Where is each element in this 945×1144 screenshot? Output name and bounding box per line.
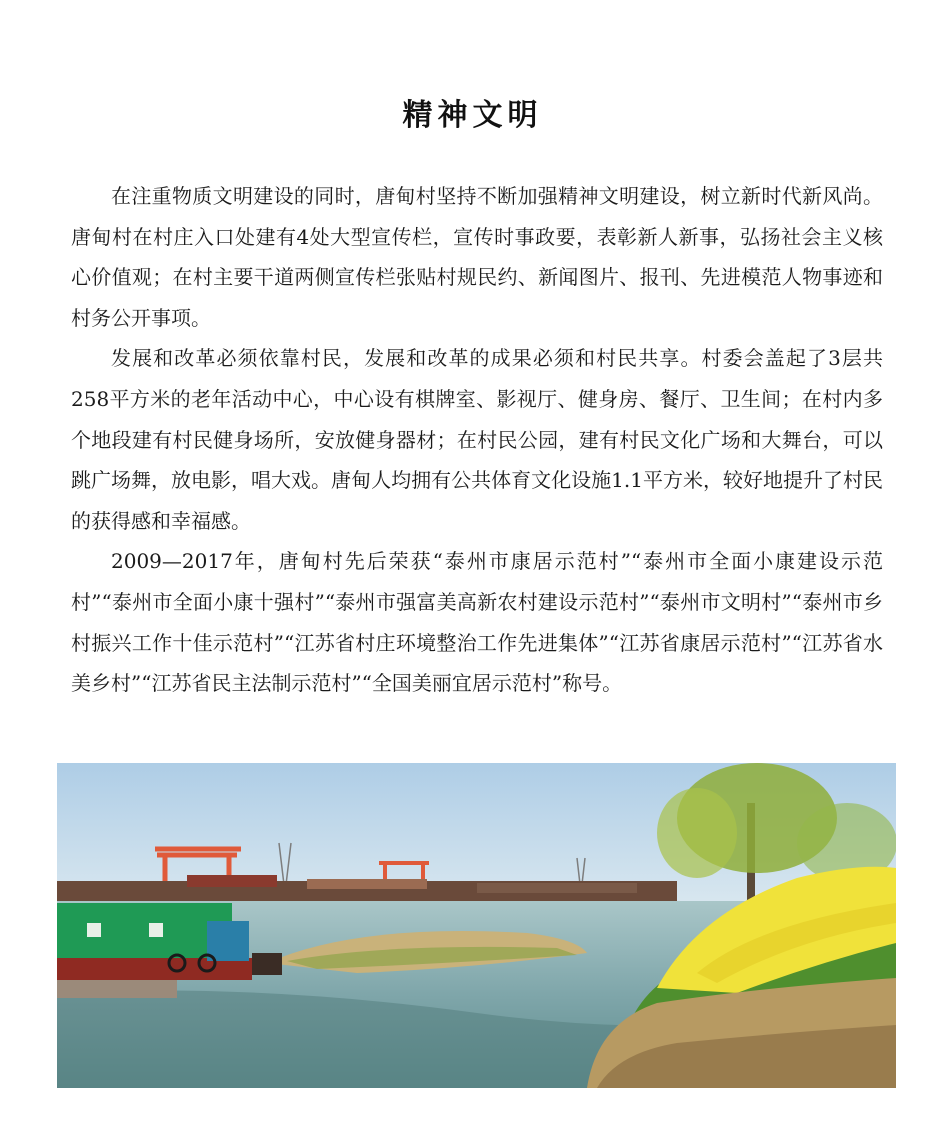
paragraph-2: 发展和改革必须依靠村民，发展和改革的成果必须和村民共享。村委会盖起了3层共 258平方米的老年活动中心，中心设有棋牌室、影视厅、健身房、餐厅、卫生间；在村内多个地段建有村民健身场所，安放健身器材；在村民公园，建有村民文化广场和大舞台，可以跳广场舞，放电影，唱大戏。唐甸人均拥有公共体育文化设施1.1平方米，较好地提升了村民的获得感和幸福感。 <box>71 346 883 533</box>
river-landscape-illustration <box>57 763 896 1088</box>
article-body <box>71 176 883 704</box>
paragraph-3: 2009—2017年，唐甸村先后荣获“泰州市康居示范村”“泰州市全面小康建设示范村”“泰州市全面小康十强村”“泰州市强富美高新农村建设示范村”“泰州市文明村”“泰州市乡村振兴工作十佳示范村”“江苏省村庄环境整治工作先进集体”“江苏省康居示范村”“江苏省水美乡村”“江苏省民主法制示范村”“全国美丽宜居示范村”称号。 <box>71 549 883 696</box>
page-title: 精神文明 <box>402 98 543 133</box>
paragraph-1: 在注重物质文明建设的同时，唐甸村坚持不断加强精神文明建设，树立新时代新风尚。唐甸村在村庄入口处建有4处大型宣传栏，宣传时事政要，表彰新人新事，弘扬社会主义核心价值观；在村主要干道两侧宣传栏张贴村规民约、新闻图片、报刊、先进模范人物事迹和村务公开事项。 <box>71 184 883 330</box>
river-landscape-photo <box>57 763 896 1088</box>
